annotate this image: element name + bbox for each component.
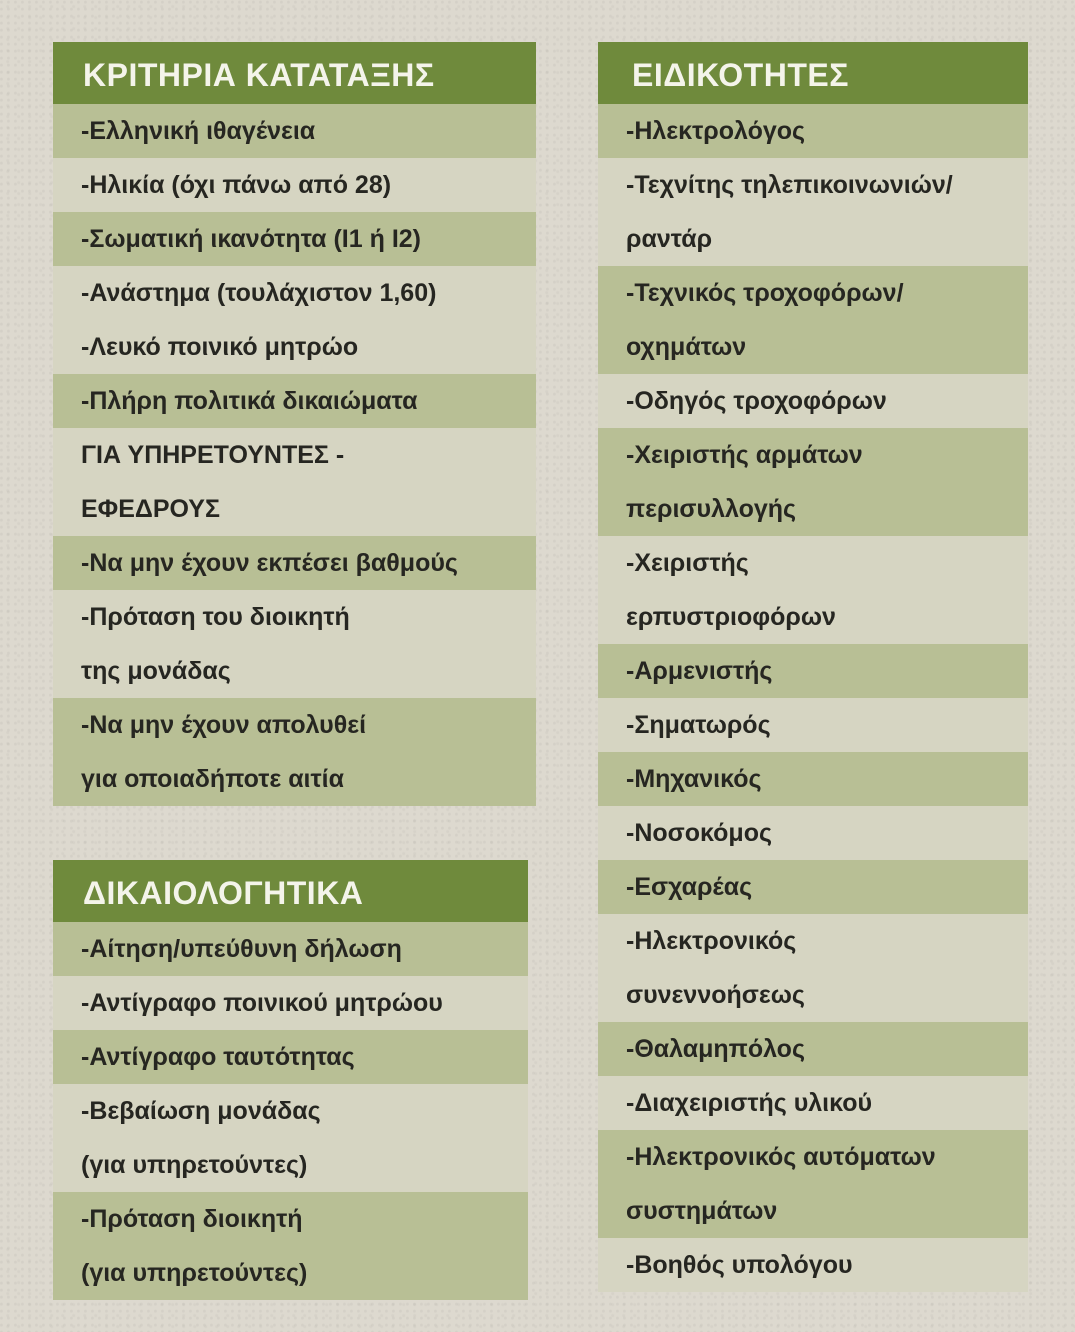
criteria-item: -Πλήρη πολιτικά δικαιώματα: [53, 374, 536, 428]
specialty-item: -Βοηθός υπολόγου: [598, 1238, 1028, 1292]
document-item: [53, 1192, 528, 1300]
specialty-item: [598, 428, 1028, 536]
specialty-item: [598, 266, 1028, 374]
specialties-box: [598, 42, 1028, 1292]
criteria-item: -Σωματική ικανότητα (Ι1 ή Ι2): [53, 212, 536, 266]
specialties-title: ΕΙΔΙΚΟΤΗΤΕΣ: [598, 42, 1028, 104]
document-item: -Αντίγραφο ταυτότητας: [53, 1030, 528, 1084]
specialty-item: -Ηλεκτρολόγος: [598, 104, 1028, 158]
document-item: -Αντίγραφο ποινικού μητρώου: [53, 976, 528, 1030]
criteria-item: -Ηλικία (όχι πάνω από 28): [53, 158, 536, 212]
criteria-item: -Ανάστημα (τουλάχιστον 1,60): [53, 266, 536, 320]
item-line: ραντάρ: [626, 225, 713, 253]
reservist-item: [53, 590, 536, 698]
item-line: συστημάτων: [626, 1197, 778, 1225]
document-item: [53, 1084, 528, 1192]
specialty-item: [598, 914, 1028, 1022]
specialty-item: -Διαχειριστής υλικού: [598, 1076, 1028, 1130]
specialty-item: -Θαλαμηπόλος: [598, 1022, 1028, 1076]
specialty-item: [598, 158, 1028, 266]
item-line: -Να μην έχουν απολυθεί: [81, 711, 367, 739]
criteria-item: -Ελληνική ιθαγένεια: [53, 104, 536, 158]
specialty-item: -Εσχαρέας: [598, 860, 1028, 914]
item-line: για οποιαδήποτε αιτία: [81, 765, 344, 793]
reservists-subheading: [53, 428, 536, 536]
item-line: -Τεχνίτης τηλεπικοινωνιών/: [626, 171, 953, 199]
specialty-item: -Νοσοκόμος: [598, 806, 1028, 860]
item-line: συνεννοήσεως: [626, 981, 805, 1009]
item-line: -Ηλεκτρονικός: [626, 927, 797, 955]
specialty-item: -Μηχανικός: [598, 752, 1028, 806]
item-line: -Πρόταση του διοικητή: [81, 603, 350, 631]
specialty-item: -Οδηγός τροχοφόρων: [598, 374, 1028, 428]
item-line: (για υπηρετούντες): [81, 1151, 308, 1179]
item-line: (για υπηρετούντες): [81, 1259, 308, 1287]
item-line: της μονάδας: [81, 657, 231, 685]
document-item: -Αίτηση/υπεύθυνη δήλωση: [53, 922, 528, 976]
reservist-item: [53, 698, 536, 806]
subheading-line: ΓΙΑ ΥΠΗΡΕΤΟΥΝΤΕΣ -: [81, 441, 345, 469]
item-line: περισυλλογής: [626, 495, 797, 523]
specialty-item: [598, 1130, 1028, 1238]
reservist-item: -Να μην έχουν εκπέσει βαθμούς: [53, 536, 536, 590]
criteria-item: -Λευκό ποινικό μητρώο: [53, 320, 536, 374]
subheading-line: ΕΦΕΔΡΟΥΣ: [81, 495, 220, 523]
specialty-item: -Σηματωρός: [598, 698, 1028, 752]
item-line: -Πρόταση διοικητή: [81, 1205, 303, 1233]
item-line: -Τεχνικός τροχοφόρων/: [626, 279, 904, 307]
specialty-item: [598, 536, 1028, 644]
documents-title: ΔΙΚΑΙΟΛΟΓΗΤΙΚΑ: [53, 860, 528, 922]
item-line: -Χειριστής: [626, 549, 749, 577]
item-line: οχημάτων: [626, 333, 747, 361]
criteria-box: [53, 42, 536, 806]
documents-box: [53, 860, 528, 1300]
item-line: -Ηλεκτρονικός αυτόματων: [626, 1143, 936, 1171]
item-line: -Χειριστής αρμάτων: [626, 441, 863, 469]
specialty-item: -Αρμενιστής: [598, 644, 1028, 698]
item-line: ερπυστριοφόρων: [626, 603, 836, 631]
item-line: -Βεβαίωση μονάδας: [81, 1097, 321, 1125]
criteria-title: ΚΡΙΤΗΡΙΑ ΚΑΤΑΤΑΞΗΣ: [53, 42, 536, 104]
